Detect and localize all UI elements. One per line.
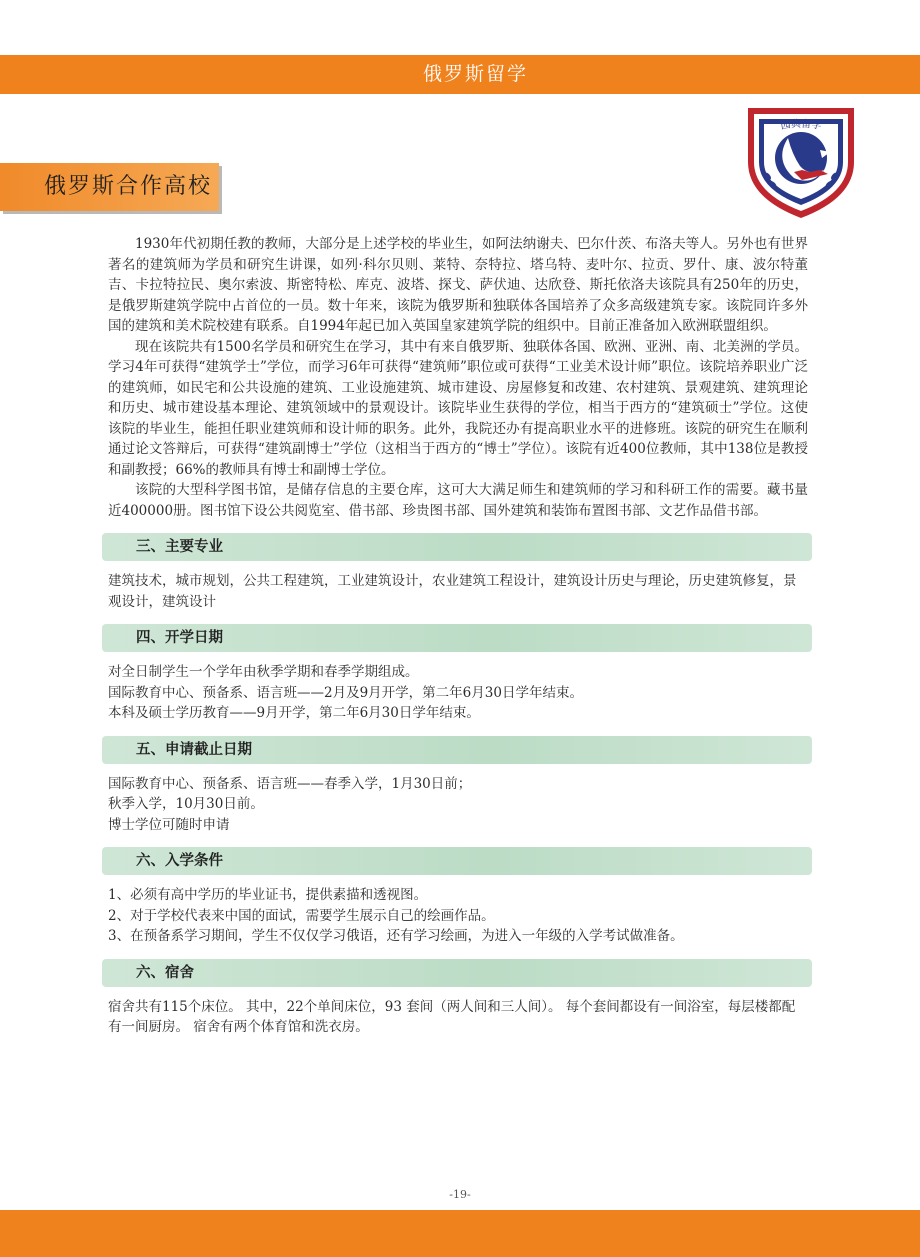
dorm-text: 宿舍共有115个床位。 其中，22个单间床位，93 套间（两人间和三人间）。 每个套间都设有一间浴室，每层楼都配有一间厨房。 宿舍有两个体育馆和洗衣房。 [108,998,796,1035]
requirements-line: 1、必须有高中学历的毕业证书，提供素描和透视图。 [108,887,428,903]
start-dates-line: 本科及硕士学历教育——9月开学，第二年6月30日学年结束。 [108,705,480,721]
school-shield-emblem-icon [742,100,860,220]
page-number: -19- [449,1188,471,1201]
header-title: 俄罗斯留学 [422,63,528,85]
start-dates-line: 国际教育中心、预备系、语言班——2月及9月开学，第二年6月30日学年结束。 [108,684,583,701]
dorm-heading-text: 六、宿舍 [136,964,194,981]
majors-text: 建筑技术，城市规划，公共工程建筑，工业建筑设计，农业建筑工程设计，建筑设计历史与理论，历史建筑修复，景观设计，建筑设计 [108,573,797,610]
requirements-heading-text: 六、入学条件 [136,853,223,869]
start-dates-heading [102,624,812,652]
svg-text:园典留学: 园典留学 [779,118,823,132]
requirements-line: 3、在预备系学习期间，学生不仅仅学习俄语，还有学习绘画，为进入一年级的入学考试做准备。 [108,928,684,944]
deadlines-line: 秋季入学，10月30日前。 [108,796,264,812]
requirements-line: 2、对于学校代表来中国的面试，需要学生展示自己的绘画作品。 [108,907,495,924]
section-banner [0,163,219,211]
header-band [0,55,920,94]
majors-heading [102,533,812,561]
start-dates-line: 对全日制学生一个学年由秋季学期和春季学期组成。 [108,664,419,680]
dorm-heading [102,959,812,987]
deadlines-line: 国际教育中心、预备系、语言班——春季入学，1月30日前； [108,775,472,792]
deadlines-heading-text: 五、申请截止日期 [136,741,252,758]
intro-paragraph: 1930年代初期任教的教师，大部分是上述学校的毕业生，如阿法纳谢夫、巴尔什茨、布洛夫等人。另外也有世界著名的建筑师为学员和研究生讲课，如列·科尔贝则、莱特、奈特拉、塔乌特、麦叶尔、拉贡、罗什、康、波尔特董吉、卡拉特拉民、奥尔索波、斯密特松、库克、波塔、探戈、萨伏迪、达欣登、斯托依洛夫该院具有250年的历史，是俄罗斯建筑学院中占首位的一员。数十年来，该院为俄罗斯和独联体各国培养了众多高级建筑专家。该院同许多外国的建筑和美术院校建有联系。自1994年起已加入英国皇家建筑学院的组织中。目前正准备加入欧洲联盟组织。 [108,236,808,334]
majors-heading-text: 三、主要专业 [136,539,223,555]
deadlines-heading [102,736,812,764]
requirements-heading [102,847,812,875]
intro-paragraph: 该院的大型科学图书馆，是储存信息的主要仓库，这可大大满足师生和建筑师的学习和科研工作的需要。藏书量近400000册。图书馆下设公共阅览室、借书部、珍贵图书部、国外建筑和装饰布置图书部、文艺作品借书部。 [108,482,808,519]
section-title: 俄罗斯合作高校 [44,174,213,199]
footer-band [0,1210,920,1257]
main-content [108,234,808,1038]
deadlines-line: 博士学位可随时申请 [108,816,230,833]
intro-paragraph: 现在该院共有1500名学员和研究生在学习，其中有来自俄罗斯、独联体各国、欧洲、亚洲、南、北美洲的学员。学习4年可获得“建筑学士”学位，而学习6年可获得“建筑师”职位或可获得“工业美术设计师”职位。该院培养职业广泛的建筑师，如民宅和公共设施的建筑、工业设施建筑、城市建设、房屋修复和改建、农村建筑、景观建筑、建筑理论和历史、城市建设基本理论、建筑领域中的景观设计。该院毕业生获得的学位，相当于西方的“建筑硕士”学位。这使该院的毕业生，能担任职业建筑师和设计师的职务。此外，我院还办有提高职业水平的进修班。该院的研究生在顺利通过论文答辩后，可获得“建筑副博士”学位（这相当于西方的“博士”学位）。该院有近400位教师，其中138位是教授和副教授；66%的教师具有博士和副博士学位。 [108,338,808,478]
start-dates-heading-text: 四、开学日期 [136,630,223,646]
